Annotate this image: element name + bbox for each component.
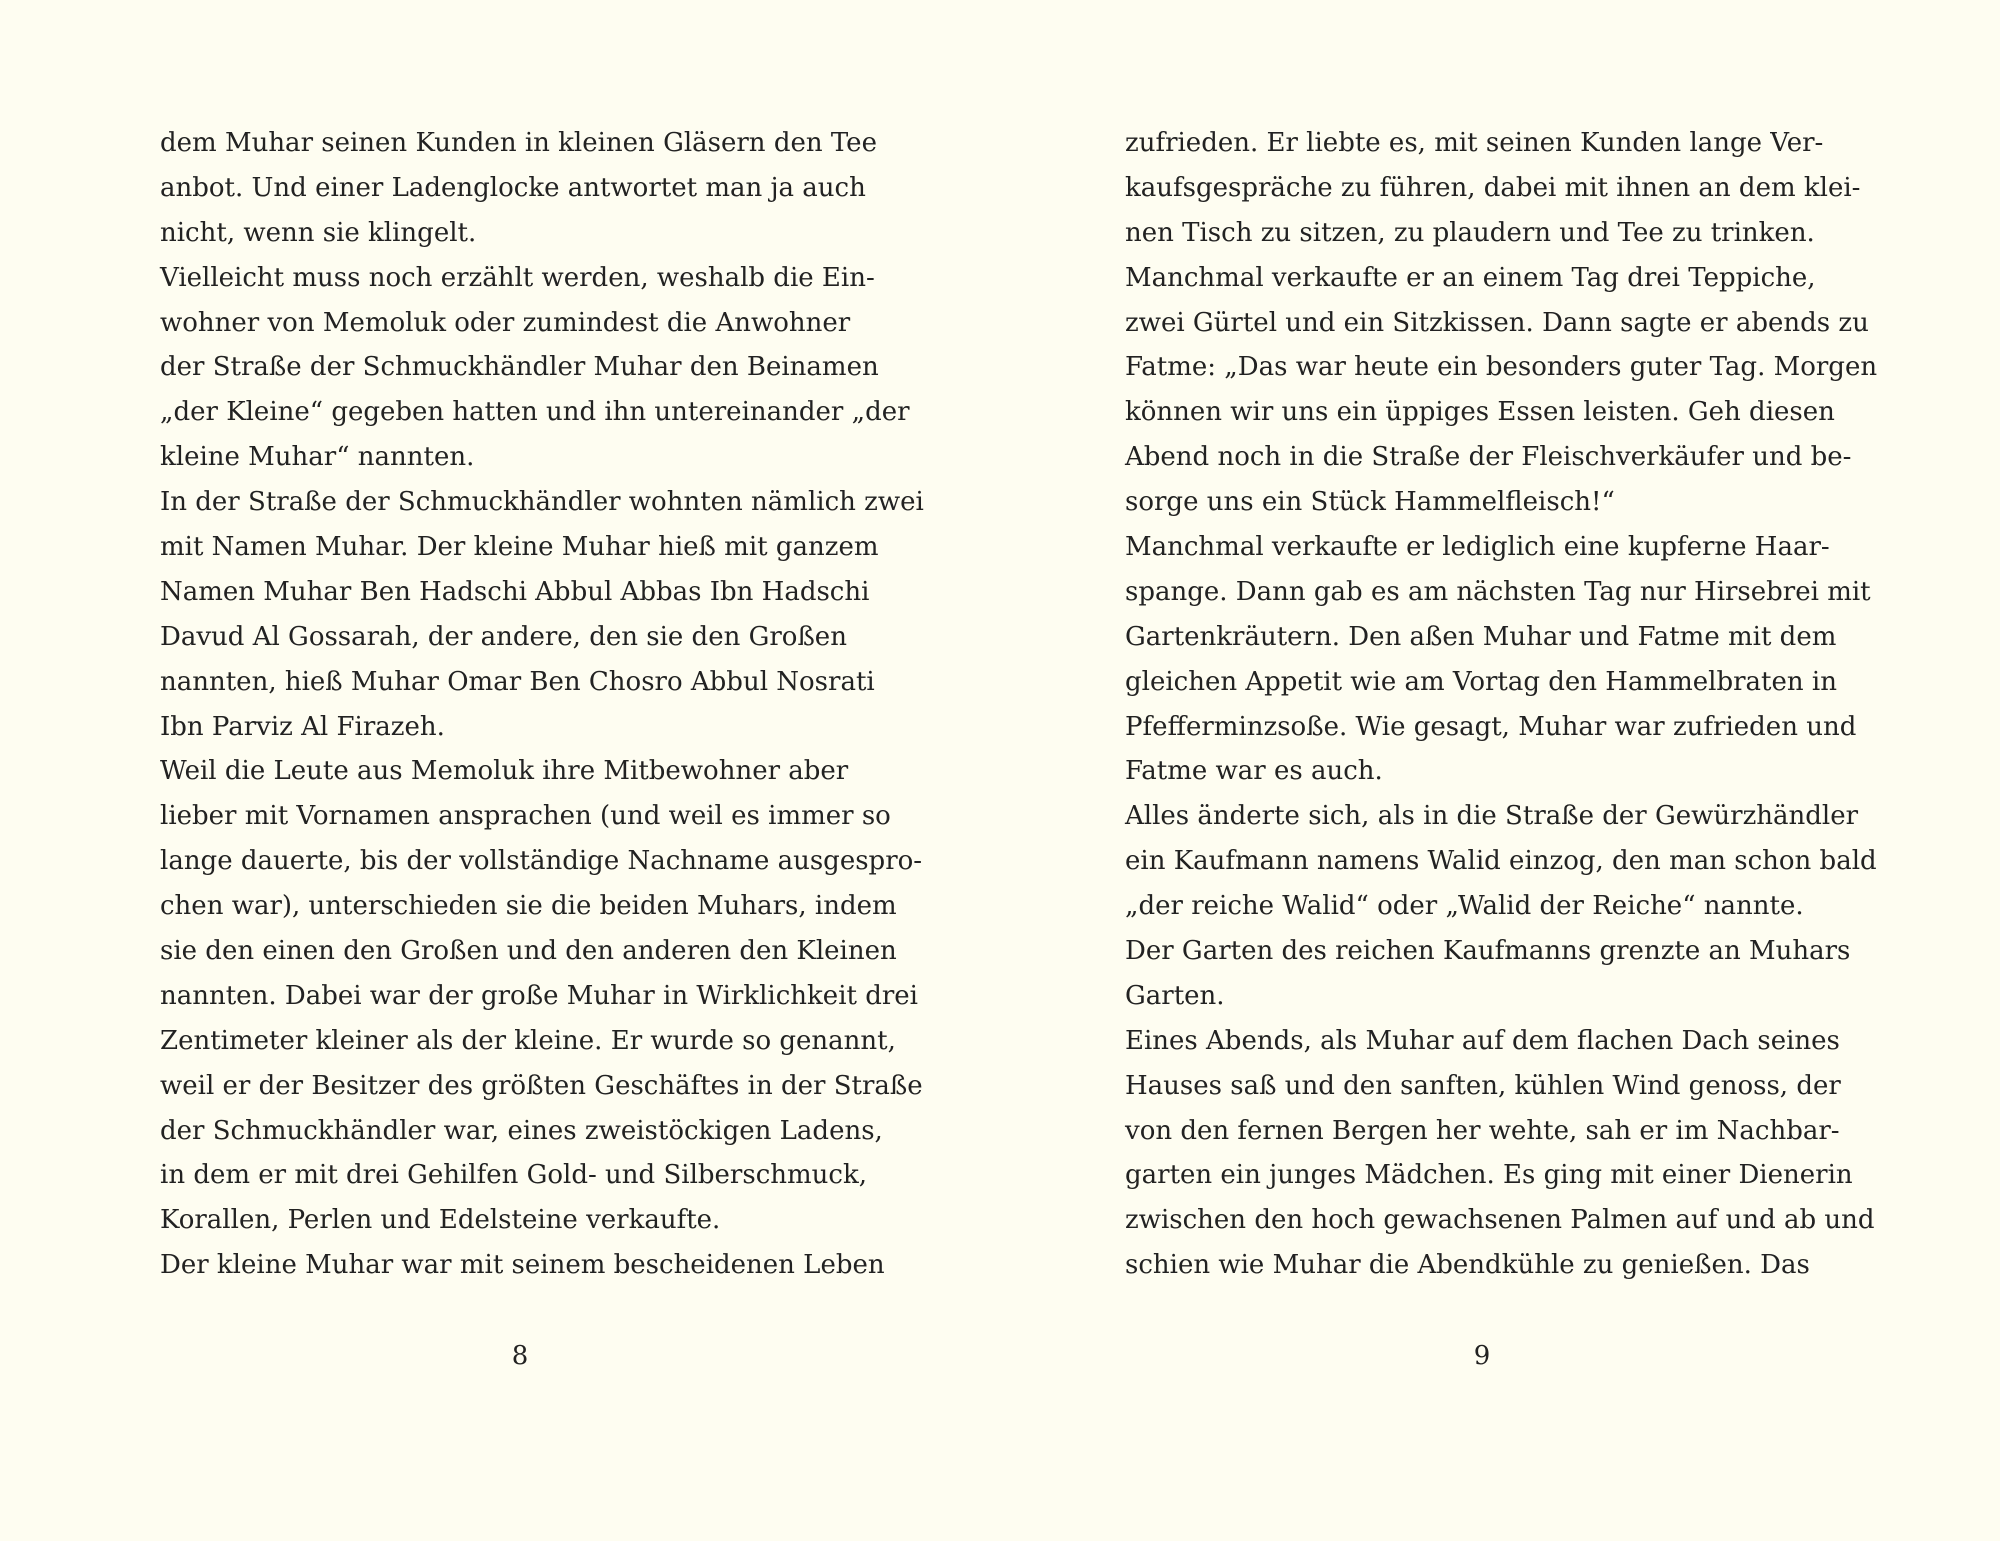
text-line: Davud Al Gossarah, der andere, den sie den Großen	[160, 621, 847, 652]
text-line: nannten, hieß Muhar Omar Ben Chosro Abbul Nosrati	[160, 666, 875, 697]
text-line: sie den einen den Großen und den anderen den Kleinen	[160, 936, 897, 967]
text-line: zufrieden. Er liebte es, mit seinen Kunden lange Ver-	[1125, 128, 1824, 158]
text-line: ein Kaufmann namens Walid einzog, den man schon bald	[1125, 846, 1877, 877]
text-line: weil er der Besitzer des größten Geschäftes in der Straße	[160, 1070, 923, 1101]
text-line: schien wie Muhar die Abendkühle zu genießen. Das	[1125, 1250, 1810, 1281]
text-line: „der Kleine“ gegeben hatten und ihn untereinander „der	[160, 397, 910, 428]
text-line: lieber mit Vornamen ansprachen (und weil es immer so	[160, 801, 891, 832]
text-line: spange. Dann gab es am nächsten Tag nur Hirsebrei mit	[1125, 576, 1871, 607]
text-line: von den fernen Bergen her wehte, sah er im Nachbar-	[1125, 1115, 1840, 1146]
text-line: Vielleicht muss noch erzählt werden, weshalb die Ein-	[160, 262, 875, 293]
text-line: Der kleine Muhar war mit seinem bescheidenen Leben	[160, 1250, 885, 1281]
left-page-text	[160, 121, 924, 1288]
text-line: chen war), unterschieden sie die beiden Muhars, indem	[160, 891, 897, 922]
text-line: der Straße der Schmuckhändler Muhar den Beinamen	[160, 352, 879, 383]
text-line: Alles änderte sich, als in die Straße der Gewürzhändler	[1125, 801, 1859, 832]
right-page	[1000, 0, 2000, 1541]
text-line: in dem er mit drei Gehilfen Gold- und Silberschmuck,	[160, 1160, 867, 1191]
text-line: Eines Abends, als Muhar auf dem flachen Dach seines	[1125, 1025, 1840, 1056]
text-line: Ibn Parviz Al Firazeh.	[160, 711, 445, 742]
text-line: Weil die Leute aus Memoluk ihre Mitbewohner aber	[160, 756, 849, 787]
page-number: 9	[1473, 1341, 1491, 1371]
text-line: zwischen den hoch gewachsenen Palmen auf und ab und	[1125, 1205, 1875, 1236]
text-line: gleichen Appetit wie am Vortag den Hammelbraten in	[1125, 666, 1837, 697]
text-line: nen Tisch zu sitzen, zu plaudern und Tee zu trinken.	[1125, 217, 1815, 248]
text-line: mit Namen Muhar. Der kleine Muhar hieß mit ganzem	[160, 532, 879, 563]
text-line: Pfefferminzsoße. Wie gesagt, Muhar war zufrieden und	[1125, 711, 1857, 742]
text-line: Fatme war es auch.	[1125, 756, 1383, 787]
text-line: Hauses saß und den sanften, kühlen Wind genoss, der	[1125, 1070, 1841, 1101]
text-line: Fatme: „Das war heute ein besonders guter Tag. Morgen	[1125, 352, 1878, 383]
text-line: In der Straße der Schmuckhändler wohnten nämlich zwei	[160, 487, 924, 518]
text-line: Namen Muhar Ben Hadschi Abbul Abbas Ibn Hadschi	[160, 576, 870, 607]
text-line: kleine Muhar“ nannten.	[160, 442, 475, 473]
text-line: garten ein junges Mädchen. Es ging mit einer Dienerin	[1125, 1160, 1853, 1191]
text-line: der Schmuckhändler war, eines zweistöckigen Ladens,	[160, 1115, 883, 1146]
text-line: lange dauerte, bis der vollständige Nachname ausgespro-	[160, 846, 923, 877]
text-line: „der reiche Walid“ oder „Walid der Reiche“ nannte.	[1125, 891, 1804, 922]
text-line: Zentimeter kleiner als der kleine. Er wurde so genannt,	[160, 1025, 896, 1056]
text-line: nannten. Dabei war der große Muhar in Wirklichkeit drei	[160, 980, 918, 1011]
text-line: Garten.	[1125, 980, 1225, 1011]
text-line: sorge uns ein Stück Hammelfleisch!“	[1125, 487, 1615, 518]
text-line: nicht, wenn sie klingelt.	[160, 217, 477, 248]
text-line: Der Garten des reichen Kaufmanns grenzte an Muhars	[1125, 936, 1851, 967]
text-line: dem Muhar seinen Kunden in kleinen Gläsern den Tee	[160, 128, 877, 158]
text-line: Manchmal verkaufte er lediglich eine kupferne Haar-	[1125, 532, 1830, 563]
right-page-text	[1125, 121, 1878, 1288]
text-line: Manchmal verkaufte er an einem Tag drei Teppiche,	[1125, 262, 1816, 293]
text-line: Gartenkräutern. Den aßen Muhar und Fatme mit dem	[1125, 621, 1837, 652]
text-line: Abend noch in die Straße der Fleischverkäufer und be-	[1125, 442, 1852, 473]
text-line: kaufsgespräche zu führen, dabei mit ihnen an dem klei-	[1125, 172, 1861, 203]
page-number: 8	[511, 1341, 529, 1371]
text-line: anbot. Und einer Ladenglocke antwortet man ja auch	[160, 172, 866, 203]
text-line: Korallen, Perlen und Edelsteine verkaufte.	[160, 1205, 721, 1236]
text-line: zwei Gürtel und ein Sitzkissen. Dann sagte er abends zu	[1125, 307, 1869, 338]
text-line: wohner von Memoluk oder zumindest die Anwohner	[160, 307, 851, 338]
text-line: können wir uns ein üppiges Essen leisten. Geh diesen	[1125, 397, 1835, 428]
